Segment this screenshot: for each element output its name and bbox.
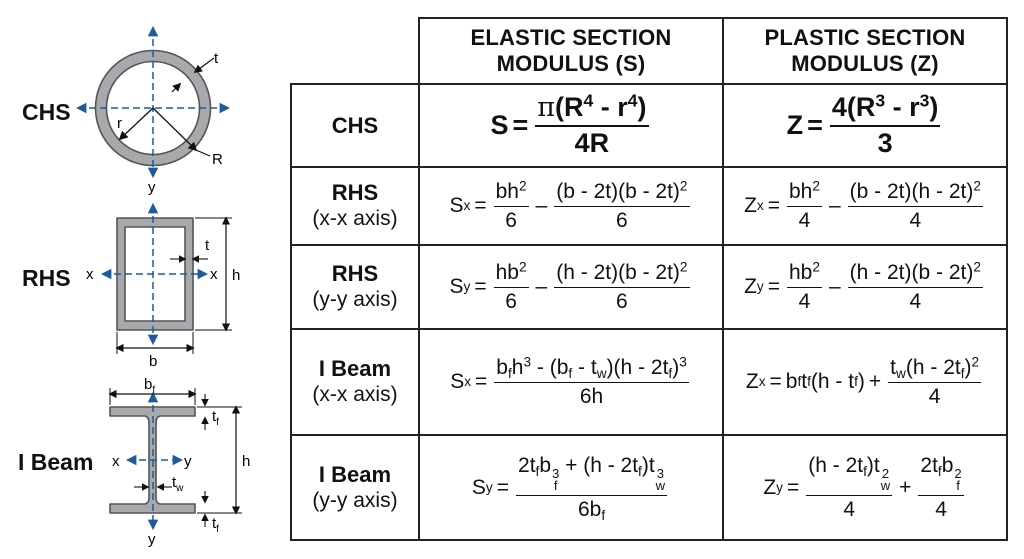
chs-diagram: [78, 28, 228, 196]
row-axis-text: (y-y axis): [312, 488, 398, 512]
row-label-ibeam-yy: [291, 435, 419, 540]
chs-y-label: y: [148, 179, 156, 196]
ibeam-yy-plastic-formula: Z y = $(h - 2t_f)t$ 2 w 4 + $2t_fb$ 2 f 4: [723, 435, 1007, 540]
section-diagrams: [0, 0, 290, 559]
plastic-header-line1: PLASTIC SECTION: [764, 25, 966, 50]
ibeam-x-label: x: [112, 453, 120, 470]
plastic-header-line2: MODULUS (Z): [791, 51, 939, 76]
ibeam-shape-label: I Beam: [18, 449, 94, 475]
rhs-height-label: h: [232, 267, 241, 284]
table-row: [291, 84, 1007, 167]
ibeam-web-thickness-label: $t_w$: [172, 474, 184, 494]
table-row: [291, 245, 1007, 329]
rhs-xx-elastic-formula: S x = $\frac{bh^2}{6}$ – $\frac{(b - 2t)(b - 2t)^2}{6}$: [419, 167, 723, 245]
rhs-yy-elastic-formula: S y = $\frac{hb^2}{6}$ – $\frac{(h - 2t)(b - 2t)^2}{6}$: [419, 245, 723, 329]
ibeam-diagram: [110, 376, 250, 548]
ibeam-flange-thickness-bottom-label: $t_f$: [212, 515, 219, 535]
chs-elastic-formula: S = $\frac{\pi(R^4 - r^4)}{4R}$: [419, 84, 723, 167]
row-axis-text: (y-y axis): [312, 288, 398, 311]
rhs-width-label: b: [149, 353, 158, 370]
row-label-text: I Beam: [318, 461, 392, 487]
table-row: [291, 167, 1007, 245]
elastic-header-line2: MODULUS (S): [496, 51, 646, 76]
row-label-text: I Beam: [318, 356, 392, 381]
ibeam-flange-width-label: $b_f$: [144, 376, 156, 396]
row-axis-text: (x-x axis): [312, 383, 398, 406]
chs-plastic-formula: Z = $\frac{4(R^3 - r^3)}{3}$: [723, 84, 1007, 167]
ibeam-y-label: y: [148, 531, 156, 548]
table-header-row: [291, 18, 1007, 84]
rhs-yy-plastic-formula: Z y = $\frac{hb^2}{4}$ – $\frac{(h - 2t)(b - 2t)^2}{4}$: [723, 245, 1007, 329]
rhs-x-label-left: x: [86, 266, 94, 283]
header-blank-cell: [291, 18, 419, 84]
section-modulus-table: [290, 17, 1008, 541]
row-label-text: RHS: [331, 180, 379, 205]
table-row: [291, 435, 1007, 540]
table-row: [291, 329, 1007, 435]
rhs-xx-plastic-formula: Z x = $\frac{bh^2}{4}$ – $\frac{(b - 2t)(h - 2t)^2}{4}$: [723, 167, 1007, 245]
ibeam-xx-elastic-formula: S x = $\frac{b_fh^3 - (b_f - t_w)(h - 2t_f)^3}{6h}$: [419, 329, 723, 435]
chs-outer-radius-label: R: [212, 151, 223, 168]
rhs-thickness-label: t: [205, 237, 210, 254]
row-label-text: CHS: [331, 112, 379, 138]
rhs-x-label-right: x: [210, 266, 218, 283]
chs-shape-label: CHS: [22, 99, 71, 125]
rhs-shape-label: RHS: [22, 265, 71, 291]
row-label-rhs-yy: [291, 245, 419, 329]
row-label-ibeam-xx: [291, 329, 419, 435]
chs-thickness-label: t: [214, 50, 219, 67]
ibeam-xx-plastic-formula: Z x = b f t f (h - t f ) + $\frac{t_w(h - 2t_f)^2}{4}$: [723, 329, 1007, 435]
chs-inner-radius-label: r: [117, 115, 122, 132]
row-axis-text: (x-x axis): [312, 207, 398, 230]
ibeam-flange-thickness-top-label: $t_f$: [212, 408, 219, 428]
elastic-header-line1: ELASTIC SECTION: [470, 25, 672, 50]
ibeam-height-label: h: [242, 453, 251, 470]
elastic-modulus-header: [419, 18, 723, 84]
row-label-rhs-xx: [291, 167, 419, 245]
plastic-modulus-header: [723, 18, 1007, 84]
ibeam-y-label-right: y: [184, 453, 192, 470]
ibeam-yy-elastic-formula: S y = $2t_fb$ 3 f + $(h - 2t_f)t$ 3 w $6b_f$: [419, 435, 723, 540]
row-label-chs: [291, 84, 419, 167]
rhs-diagram: [86, 205, 240, 370]
row-label-text: RHS: [331, 261, 379, 286]
